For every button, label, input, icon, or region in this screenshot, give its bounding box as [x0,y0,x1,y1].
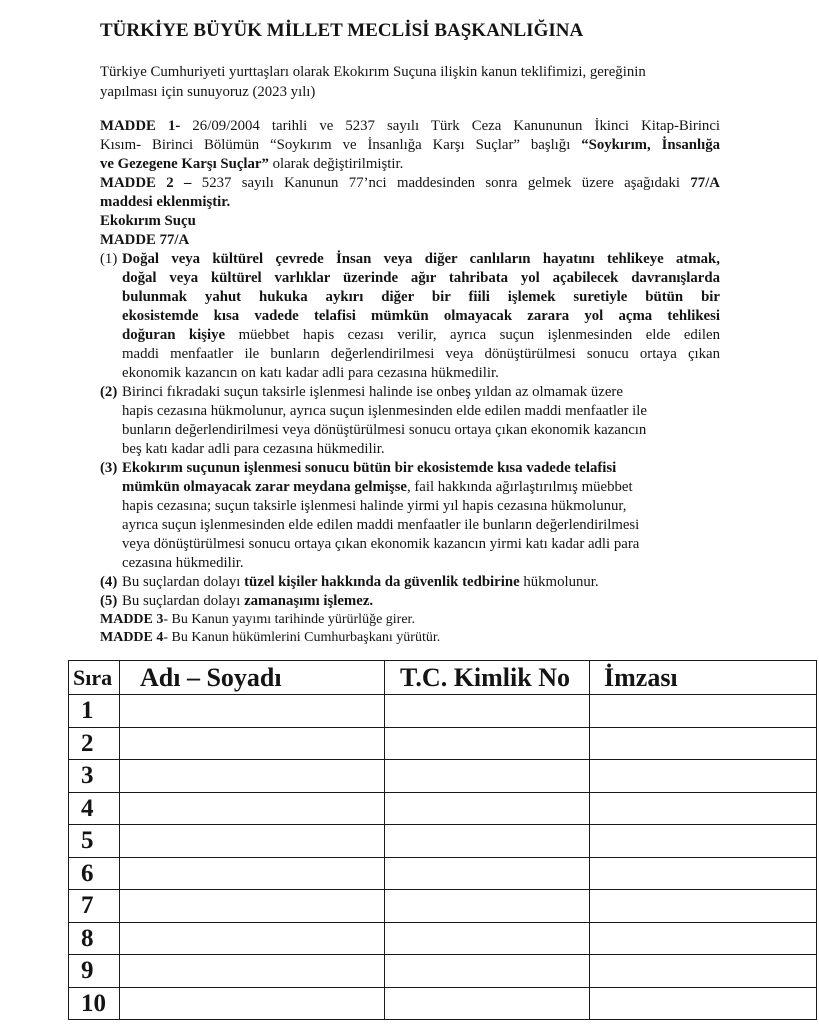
paragraph-text: müebbet hapis cezası verilir, ayrıca suçun işlenmesinden elde edilen [238,327,720,343]
paragraph-number: (3) [100,460,118,476]
name-cell [120,825,385,858]
article-text: 26/09/2004 tarihli ve 5237 sayılı Türk Ceza Kanununun İkinci Kitap-Birinci [192,118,721,134]
paragraph-line: Birinci fıkradaki suçun taksirle işlenmesi halinde ise onbeş yıldan az olmamak üzere [122,384,623,400]
article-3 [100,611,720,629]
article-1 [100,117,720,174]
article-2-line [100,174,720,193]
paragraph-number: (1) [100,251,118,267]
article-text-bold: 77/A [690,175,720,191]
signature-cell [590,858,817,891]
paragraph-line [122,326,720,345]
article-text-bold: ve Gezegene Karşı Suçlar” [100,156,269,172]
header-name: Adı – Soyadı [120,661,385,695]
id-number-cell [385,890,590,923]
signature-cell [590,760,817,793]
paragraph-text-bold: zamanaşımı işlemez. [244,593,374,609]
paragraph-line: hapis cezasına; suçun taksirle işlenmesi halinde yirmi yıl hapis cezasına hükmolunur, [122,498,627,514]
paragraph-text: hükmolunur. [523,574,599,590]
paragraph-line [122,478,720,497]
paragraph-line: Ekokırım suçunun işlenmesi sonucu bütün bir ekosistemde kısa vadede telafisi [122,460,617,476]
article-4-label: MADDE 4 [100,630,164,645]
header-signature: İmzası [590,661,817,695]
id-number-cell [385,695,590,728]
paragraph-line [122,573,720,592]
signature-cell [590,923,817,956]
row-number: 8 [69,923,120,956]
id-number-cell [385,793,590,826]
document-title: TÜRKİYE BÜYÜK MİLLET MECLİSİ BAŞKANLIĞINA [100,20,584,41]
paragraph-line: bulunmak yahut hukuka aykırı diğer bir fiili işlemek suretiyle bütün bir [122,289,720,305]
paragraph-number: (2) [100,384,118,400]
signature-cell [590,793,817,826]
article-1-line [100,117,720,136]
paragraph-line: doğal veya kültürel varlıklar üzerinde ağır tahribata yol açabilecek davranışlarda [122,270,720,286]
signature-cell [590,955,817,988]
article-text: olarak değiştirilmiştir. [272,156,404,172]
paragraph-line: ekosistemde kısa vadede telafisi mümkün olmayacak zarara yol açma tehlikesi [122,308,720,324]
paragraph-text-bold: tüzel kişiler hakkında da güvenlik tedbirine [244,574,520,590]
intro-line: Türkiye Cumhuriyeti yurttaşları olarak Ekokırım Suçuna ilişkin kanun teklifimizi, gereğinin [100,64,646,80]
paragraph-number: (5) [100,593,118,609]
article-2-line: maddesi eklenmiştir. [100,194,231,210]
paragraph-4 [100,573,720,592]
article-3-label: MADDE 3 [100,612,164,627]
signature-table [68,660,817,1020]
id-number-cell [385,988,590,1021]
name-cell [120,955,385,988]
row-number: 6 [69,858,120,891]
id-number-cell [385,955,590,988]
paragraph-line: Doğal veya kültürel çevrede İnsan veya diğer canlıların hayatını tehlikeye atmak, [122,251,720,267]
signature-cell [590,988,817,1021]
article-1-line [100,136,720,155]
name-cell [120,858,385,891]
id-number-cell [385,923,590,956]
paragraph-text: Bu suçlardan dolayı [122,593,241,609]
name-cell [120,695,385,728]
article-4 [100,629,720,647]
article-77a-label: MADDE 77/A [100,232,190,248]
row-number: 4 [69,793,120,826]
article-77a [100,212,720,611]
paragraph-text-bold: doğuran kişiye [122,327,226,343]
signature-cell [590,728,817,761]
paragraph-line: hapis cezasına hükmolunur, ayrıca suçun işlenmesinden elde edilen maddi menfaatler ile [122,403,647,419]
id-number-cell [385,760,590,793]
header-id-number: T.C. Kimlik No [385,661,590,695]
paragraph-1 [100,250,720,383]
name-cell [120,988,385,1021]
row-number: 10 [69,988,120,1021]
article-text-bold: “Soykırım, İnsanlığa [581,137,721,153]
id-number-cell [385,825,590,858]
article-text: Kısım- Birinci Bölümün “Soykırım ve İnsanlığa Karşı Suçlar” başlığı [100,137,571,153]
name-cell [120,923,385,956]
header-sira: Sıra [69,661,120,695]
row-number: 3 [69,760,120,793]
article-2 [100,174,720,212]
row-number: 2 [69,728,120,761]
paragraph-line: beş katı kadar adli para cezasına hükmedilir. [122,441,385,457]
paragraph-3 [100,459,720,573]
paragraph-text: , fail hakkında ağırlaştırılmış müebbet [406,479,633,495]
paragraph-2 [100,383,720,459]
id-number-cell [385,728,590,761]
article-1-line [100,155,720,174]
row-number: 9 [69,955,120,988]
article-text: - Bu Kanun yayımı tarihinde yürürlüğe girer. [163,612,415,627]
paragraph-line: maddi menfaatler ile bunların değerlendirilmesi veya dönüştürülmesi sonucu ortaya çıkan [122,346,720,362]
crime-heading: Ekokırım Suçu [100,213,196,229]
article-2-label: MADDE 2 – [100,175,192,191]
name-cell [120,728,385,761]
intro-line: yapılması için sunuyoruz (2023 yılı) [100,84,316,100]
row-number: 5 [69,825,120,858]
row-number: 7 [69,890,120,923]
name-cell [120,760,385,793]
law-articles [100,117,720,647]
signature-cell [590,825,817,858]
paragraph-number: (4) [100,574,118,590]
paragraph-line: ayrıca suçun işlenmesinden elde edilen maddi menfaatler ile bunların değerlendirilmesi [122,517,640,533]
intro-paragraph [100,62,720,102]
paragraph-5 [100,592,720,611]
paragraph-line: ekonomik kazancın on katı kadar adli para cezasına hükmedilir. [122,365,499,381]
signature-cell [590,695,817,728]
name-cell [120,890,385,923]
paragraph-line: veya dönüştürülmesi sonucu ortaya çıkan ekonomik kazancın yirmi katı kadar adli para [122,536,640,552]
article-text: 5237 sayılı Kanunun 77’nci maddesinden sonra gelmek üzere aşağıdaki [201,175,681,191]
article-text: - Bu Kanun hükümlerini Cumhurbaşkanı yürütür. [163,630,441,645]
id-number-cell [385,858,590,891]
paragraph-text: Bu suçlardan dolayı [122,574,241,590]
paragraph-text-bold: mümkün olmayacak zarar meydana gelmişse [122,479,407,495]
article-1-label: MADDE 1- [100,118,181,134]
row-number: 1 [69,695,120,728]
paragraph-line: bunların değerlendirilmesi veya dönüştürülmesi sonucu ortaya çıkan ekonomik kazancın [122,422,647,438]
paragraph-line [122,592,720,611]
signature-cell [590,890,817,923]
name-cell [120,793,385,826]
paragraph-line: cezasına hükmedilir. [122,555,244,571]
